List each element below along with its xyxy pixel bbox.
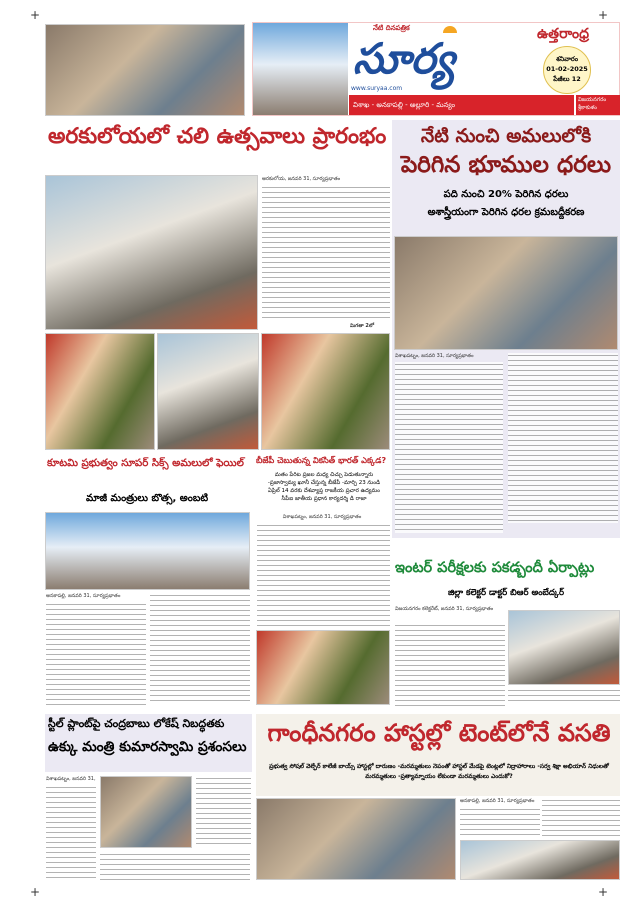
inter-headline: ఇంటర్ పరీక్షలకు పకడ్బందీ ఏర్పాట్లు: [395, 560, 595, 576]
steel-body-bottom: [100, 852, 250, 880]
edition-name: ఉత్తరాంధ్ర: [537, 26, 590, 42]
bjp-headline: బీజేపీ చెబుతున్న వికసిత్ భారత్ ఎక్కడ?: [256, 455, 387, 465]
gandhi-sub: ప్రభుత్వ సోషల్ వెల్ఫేర్ కాలేజీ బాయ్స్ హాస్టల్లో దారుణం -మరమ్మతులు నెపంతో హాస్టల్ మేడపై టెంట్లలో నిద్రాహారాలు -సర్వ శిక్షా అభియాన్ నిధులతో మరమ్మతులు -ప్రత్యామ్నాయం లేకుండా మరమ్మతులు ఎందుకో?: [269, 763, 609, 780]
kutami-body-col-2: [150, 593, 250, 703]
steel-dateline: విశాఖపట్నం, జనవరి 31,: [46, 776, 96, 782]
inter-caption: [508, 688, 620, 703]
day: శనివారం: [555, 55, 579, 63]
crop-mark: +: [30, 885, 41, 899]
araku-body-text: [262, 185, 390, 321]
hostel-building-photo: [460, 840, 620, 880]
steel-body-col-1: [46, 785, 96, 880]
gandhi-body-col-1: [460, 807, 540, 836]
masthead: [252, 22, 620, 116]
land-body-col-1: [395, 362, 503, 533]
masthead-tagline: నేటి దినపత్రిక: [373, 24, 410, 32]
araku-dateline: అరకులోయ, జనవరి 31, సూర్యప్రభాతం: [262, 176, 341, 182]
gandhi-dateline: అనకాపల్లి, జనవరి 31, సూర్యప్రభాతం: [460, 798, 535, 804]
press-meet-photo: [45, 512, 250, 590]
land-sub-1: పది నుంచి 20% పెరిగిన ధరలు: [443, 189, 569, 200]
steel-headline-2: ఉక్కు మంత్రి కుమారస్వామి ప్రశంసలు: [48, 739, 247, 755]
districts-bar: విశాఖ - అనకాపల్లి - అల్లూరి - మన్యం: [349, 95, 574, 115]
steel-body-col-2: [196, 776, 251, 848]
land-body-col-2: [508, 353, 618, 523]
crop-mark: +: [598, 8, 609, 22]
inter-dateline: విజయనగరం కలెక్టరేట్, జనవరి 31, సూర్యప్రభాతం: [395, 606, 494, 612]
website: www.suryaa.com: [351, 85, 403, 92]
gandhi-body-col-2: [542, 798, 620, 836]
bjp-sub: మతం పేరిట ప్రజల మధ్య చిచ్చు పెడుతున్నారు -ప్రజాస్వామ్య ఖూనీ చేస్తున్న బీజేపీ -మార్చి 23 నుండి ఏప్రిల్ 14 వరకు దేశవ్యాప్త రాజకీయ ప్రచార ఉద్యమం సీపీఐ జాతీయ ప్రధాన కార్యదర్శి డి రాజా: [267, 472, 381, 502]
date-badge: [543, 46, 591, 94]
land-dateline: విశాఖపట్నం, జనవరి 31, సూర్యప్రభాతం: [395, 353, 474, 359]
kutami-sub: మాజీ మంత్రులు బొత్స, అంబటి: [85, 493, 209, 504]
kutami-headline: కూటమి ప్రభుత్వం సూపర్ సిక్స్ అమలులో ఫెయిల్: [47, 457, 244, 469]
araku-headline: అరకులోయలో చలి ఉత్సవాలు ప్రారంభం: [48, 124, 387, 149]
collector-photo: [508, 610, 620, 685]
continued-link[interactable]: మిగతా 2లో: [350, 323, 375, 329]
crop-mark: +: [598, 885, 609, 899]
masthead-lighthouse-image: [253, 23, 348, 115]
steel-headline-1: స్టీల్ ప్లాంట్‌పై చంద్రబాబు లోకేష్ నిబద్ధతకు: [48, 717, 225, 730]
districts-right: [576, 95, 620, 115]
kutami-body-col-1: [46, 602, 146, 709]
rally-photo: [45, 24, 245, 116]
page-count: పేజీలు 12: [553, 74, 581, 83]
masthead-logo: సూర్య: [353, 34, 455, 83]
araku-photo-3: [157, 333, 259, 450]
land-headline: పెరిగిన భూముల ధరలు: [400, 152, 612, 178]
inter-sub: జిల్లా కలెక్టర్ డాక్టర్ బిఆర్ అంబేద్కర్: [447, 588, 565, 598]
land-sub-2: అశాస్త్రీయంగా పెరిగిన ధరల క్రమబద్దీకరణ: [427, 207, 585, 218]
district-vizianagaram: విజయనగరం: [578, 97, 607, 103]
bjp-body-text: [257, 523, 390, 627]
araku-photo-4: [261, 333, 390, 450]
araku-festival-photo: [45, 175, 258, 330]
district-srikakulam: శ్రీకాకుళం: [578, 105, 597, 112]
sun-icon: [443, 26, 457, 33]
registration-office-photo: [394, 236, 618, 350]
crop-mark: +: [30, 8, 41, 22]
kumaraswamy-photo: [100, 776, 192, 848]
date: 01-02-2025: [546, 64, 588, 73]
bjp-dateline: విశాఖపట్నం, జనవరి 31, సూర్యప్రభాతం: [282, 514, 362, 520]
araku-photo-2: [45, 333, 155, 450]
cpi-meeting-photo: [256, 630, 390, 705]
inter-body-text: [395, 623, 505, 707]
land-kicker: నేటి నుంచి అమలులోకి: [420, 125, 592, 147]
gandhi-headline: గాంధీనగరం హాస్టల్లో టెంట్‌లోనే వసతి: [267, 719, 611, 747]
kutami-dateline: అనకాపల్లి, జనవరి 31, సూర్యప్రభాతం: [46, 593, 121, 599]
hostel-tent-photo: [256, 798, 456, 880]
